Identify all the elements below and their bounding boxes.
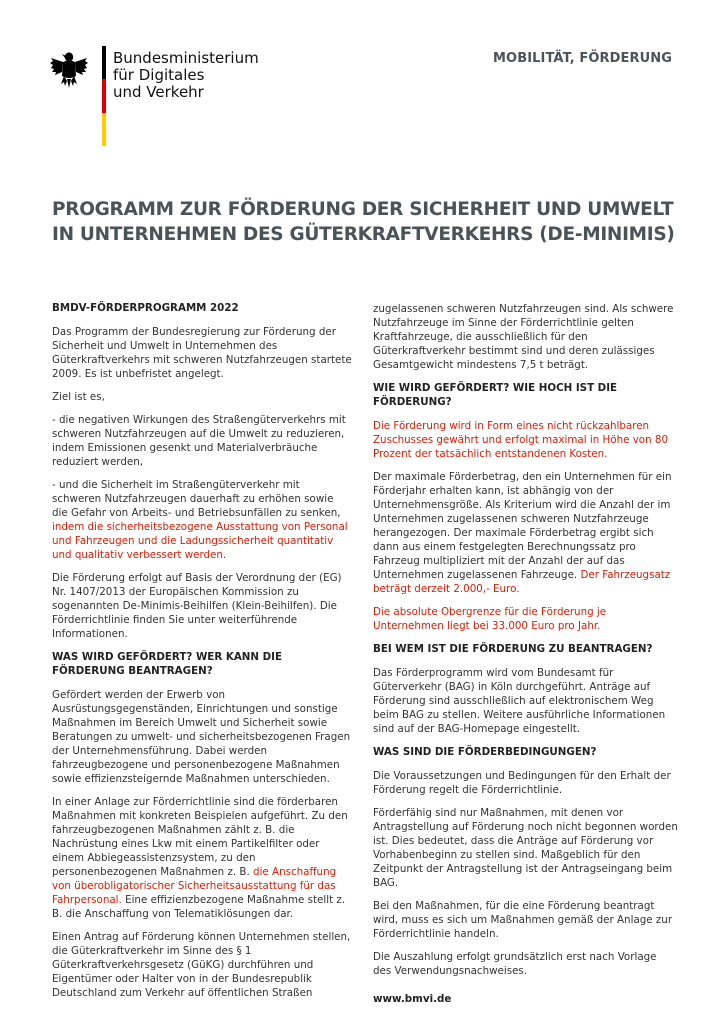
paragraph-intro: Das Programm der Bundesregierung zur Förderung der Sicherheit und Umwelt in Unternehmen des Güterkraftverkehrs mit schweren Nutzfahrzeugen startete 2009. Es ist unbefristet angelegt. (52, 326, 352, 380)
goal-safety-text: - und die Sicherheit im Straßengüterverkehr mit schweren Nutzfahrzeugen dauerhaft zu erhöhen sowie die Gefahr von Arbeits- und Betriebsunfällen zu senken, (52, 479, 341, 519)
german-flag-bar (102, 46, 106, 146)
paragraph-conditions: Die Voraussetzungen und Bedingungen für den Erhalt der Förderung regelt die Förderrichtlinie. (373, 770, 671, 796)
eagle-icon (50, 48, 88, 90)
section-heading-how-much: WIE WIRD GEFÖRDERT? WIE HOCH IST DIE FÖRDERUNG? (373, 382, 618, 408)
page-title (52, 197, 692, 247)
paragraph-regulation: Die Förderung erfolgt auf Basis der Verordnung der (EG) Nr. 1407/2013 der Europäischen Kommission zu sogenannten De-Minimis-Beihilfen (Klein-Beihilfen). Die Förderrichtlinie finden Sie unter weiterführende Informationen. (52, 572, 342, 640)
section-heading-program: BMDV-FÖRDERPROGRAMM 2022 (52, 302, 239, 314)
paragraph-examples (52, 795, 352, 921)
ministry-line-3: und Verkehr (113, 83, 204, 101)
federal-eagle-logo (50, 48, 88, 90)
title-line-2: IN UNTERNEHMEN DES GÜTERKRAFTVERKEHRS (DE-MINIMIS) (52, 224, 675, 245)
paragraph-max-amount (373, 470, 678, 596)
ministry-line-1: Bundesministerium (113, 49, 259, 67)
category-label: MOBILITÄT, FÖRDERUNG (493, 51, 672, 66)
ministry-name (113, 50, 259, 101)
examples-highlight: die Anschaffung von überobligatorischer Sicherheitsausstattung für das Fahrpersonal. (52, 866, 337, 906)
paragraph-measures: Bei den Maßnahmen, für die eine Förderung beantragt wird, muss es sich um Maßnahmen gemäß der Anlage zur Förderrichtlinie handeln. (373, 900, 673, 940)
examples-text: In einer Anlage zur Förderrichtlinie sind die förderbaren Maßnahmen mit konkreten Beispielen aufgeführt. Zu den fahrzeugbezogenen Maßnahmen zählt z. B. die Nachrüstung eines Lkw mit einem Partikelfilter oder einem Abbiegeassistenzsystem, zu den personenbezogenen Maßnahmen z. B. (52, 796, 348, 878)
paragraph-goal-environment: - die negativen Wirkungen des Straßengüterverkehrs mit schweren Nutzfahrzeugen auf die Umwelt zu reduzieren, indem Emissionen gesenkt und Materialverbräuche reduziert werden, (52, 414, 346, 468)
paragraph-eligibility: Förderfähig sind nur Maßnahmen, mit denen vor Antragstellung auf Förderung noch nicht begonnen worden ist. Dies bedeutet, dass die Anträge auf Förderung vor Vorhabenbeginn zu stellen sind. Maßgeblich für den Zeitpunkt der Antragstellung ist der Antragseingang beim BAG. (373, 807, 678, 889)
left-column (52, 301, 352, 1009)
paragraph-payout: Die Auszahlung erfolgt grundsätzlich erst nach Vorlage des Verwendungsnachweises. (373, 951, 657, 977)
paragraph-grant-form: Die Förderung wird in Form eines nicht rückzahlbaren Zuschusses gewährt und erfolgt maximal in Höhe von 80 Prozent der tatsächlich entstandenen Kosten. (373, 420, 668, 460)
ministry-line-2: für Digitales (113, 66, 205, 84)
section-heading-conditions: WAS SIND DIE FÖRDERBEDINGUNGEN? (373, 746, 597, 758)
max-amount-text: Der maximale Förderbetrag, den ein Unternehmen für ein Förderjahr erhalten kann, ist abhängig von der Unternehmensgröße. Als Kriterium wird die Anzahl der im Unternehmen zugelassenen schweren Nutzfahrzeuge herangezogen. Der maximale Förderbetrag ergibt sich dann aus einem festgelegten Berechnungssatz pro Fahrzeug multipliziert mit der Anzahl der auf das Unternehmen zugelassenen Fahrzeuge. (373, 471, 672, 581)
goal-safety-highlight: indem die sicherheitsbezogene Ausstattung von Personal und Fahrzeugen und die Ladungssicherheit quantitativ und qualitativ verbessert werden. (52, 521, 348, 561)
section-heading-where: BEI WEM IST DIE FÖRDERUNG ZU BEANTRAGEN? (373, 643, 653, 655)
paragraph-applicants: Einen Antrag auf Förderung können Unternehmen stellen, die Güterkraftverkehr im Sinne des § 1 Güterkraftverkehrsgesetz (GüKG) durchführen und Eigentümer oder Halter von in der Bundesrepublik Deutschland zum Verkehr auf öffentlichen Straßen (52, 931, 351, 999)
paragraph-vehicles: zugelassenen schweren Nutzfahrzeugen sind. Als schwere Nutzfahrzeuge im Sinne der Förderrichtlinie gelten Kraftfahrzeuge, die ausschließlich für den Güterkraftverkehr bestimmt sind und deren zulässiges Gesamtgewicht mindestens 7,5 t beträgt. (373, 303, 674, 371)
examples-text-end: Eine effizienzbezogene Maßnahme stellt z. B. die Anschaffung von Telematiklösungen dar. (52, 894, 346, 920)
paragraph-upper-limit: Die absolute Obergrenze für die Förderung je Unternehmen liegt bei 33.000 Euro pro Jahr. (373, 606, 607, 632)
right-column (373, 302, 678, 1006)
section-heading-what-who: WAS WIRD GEFÖRDERT? WER KANN DIE FÖRDERUNG BEANTRAGEN? (52, 651, 283, 677)
paragraph-bag: Das Förderprogramm wird vom Bundesamt für Güterverkehr (BAG) in Köln durchgeführt. Anträge auf Förderung sind ausschließlich auf elektronischem Weg beim BAG zu stellen. Weitere ausführliche Informationen sind auf der BAG-Homepage eingestellt. (373, 667, 666, 735)
website-link[interactable]: www.bmvi.de (373, 993, 452, 1005)
paragraph-goal-safety (52, 478, 352, 562)
title-line-1: PROGRAMM ZUR FÖRDERUNG DER SICHERHEIT UND UMWELT (52, 199, 674, 220)
paragraph-funded-items: Gefördert werden der Erwerb von Ausrüstungsgegenständen, Einrichtungen und sonstige Maßnahmen im Bereich Umwelt und Sicherheit sowie Beratungen zu umwelt- und sicherheitsbezogenen Fragen der Unternehmensführung. Dabei werden fahrzeugbezogene und personenbezogene Maßnahmen sowie effizienzsteigernde Maßnahmen unterschieden. (52, 689, 351, 785)
paragraph-goal: Ziel ist es, (52, 391, 105, 403)
vehicle-rate-highlight: Der Fahrzeugsatz beträgt derzeit 2.000,- Euro. (373, 569, 671, 595)
